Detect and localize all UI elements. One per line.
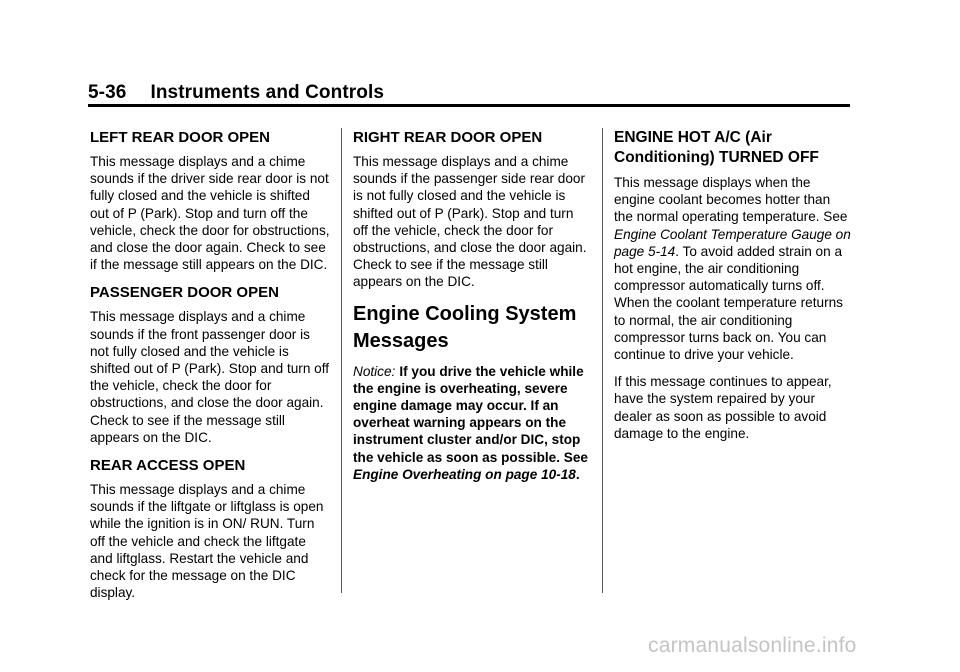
right-rear-door-text: This message displays and a chime sounds if the passenger side rear door is not fully closed and the vehicle is shifted out of P (Park). Stop and turn off the vehicle, check the door for obstructions, and close the door again. Check to see if the message still appears on the DIC. (353, 154, 587, 290)
left-rear-door-text: This message displays and a chime sounds if the driver side rear door is not fully closed and the vehicle is shifted out of P (Park). Stop and turn off the vehicle, check the door for obstructions, and close the door again. Check to see if the message still appears on the DIC. (90, 154, 330, 273)
page-number: 5-36 (88, 82, 127, 103)
passenger-door-heading: PASSENGER DOOR OPEN (90, 284, 279, 302)
engine-hot-ac-text (614, 174, 852, 363)
column-2 (353, 128, 591, 493)
engine-cooling-heading: Engine Cooling System Messages (353, 302, 577, 352)
header-rule (88, 104, 850, 107)
engine-overheating-link[interactable]: Engine Overheating on page 10-18 (353, 466, 576, 482)
page-header (88, 80, 384, 106)
engine-hot-text-a: This message displays when the engine coolant becomes hotter than the normal operating temperature. See (614, 175, 848, 225)
engine-hot-text-b: . To avoid added strain on a hot engine, the air conditioning compressor automatically turns off. When the coolant temperature returns to normal, the air conditioning compressor turns back on. You can continue to drive your vehicle. (614, 243, 843, 363)
rear-access-text: This message displays and a chime sounds if the liftgate or liftglass is open while the ignition is in ON/ RUN. Turn off the vehicle and check the liftgate and liftglass. Restart the vehicle and check for the message on the DIC display. (90, 482, 324, 601)
notice-paragraph (353, 363, 591, 483)
column-divider-2 (602, 128, 603, 593)
column-3 (614, 128, 852, 452)
column-divider-1 (341, 128, 342, 593)
notice-end: . (575, 466, 580, 482)
coolant-gauge-link[interactable]: Engine Coolant Temperature Gauge on page 5-14 (614, 226, 851, 259)
right-rear-door-heading: RIGHT REAR DOOR OPEN (353, 129, 543, 146)
column-1 (90, 128, 330, 611)
left-rear-door-heading: LEFT REAR DOOR OPEN (90, 129, 271, 146)
section-title: Instruments and Controls (150, 82, 385, 103)
passenger-door-text: This message displays and a chime sounds if the front passenger door is not fully closed and the vehicle is shifted out of P (Park). Stop and turn off the vehicle, check the door for obstructions, and close the door again. Check to see if the message still appears on the DIC. (90, 309, 330, 445)
engine-hot-ac-heading: ENGINE HOT A/C (Air Conditioning) TURNED OFF (614, 129, 819, 166)
rear-access-heading: REAR ACCESS OPEN (90, 457, 246, 475)
notice-label: Notice: (353, 363, 396, 379)
watermark: carmanualsonline.info (648, 634, 857, 657)
engine-hot-continue-text: If this message continues to appear, have the system repaired by your dealer as soon as possible to avoid damage to the engine. (614, 374, 832, 441)
notice-text: If you drive the vehicle while the engine is overheating, severe engine damage may occur. If an overheat warning appears on the instrument cluster and/or DIC, stop the vehicle as soon as possible. See (353, 363, 588, 465)
